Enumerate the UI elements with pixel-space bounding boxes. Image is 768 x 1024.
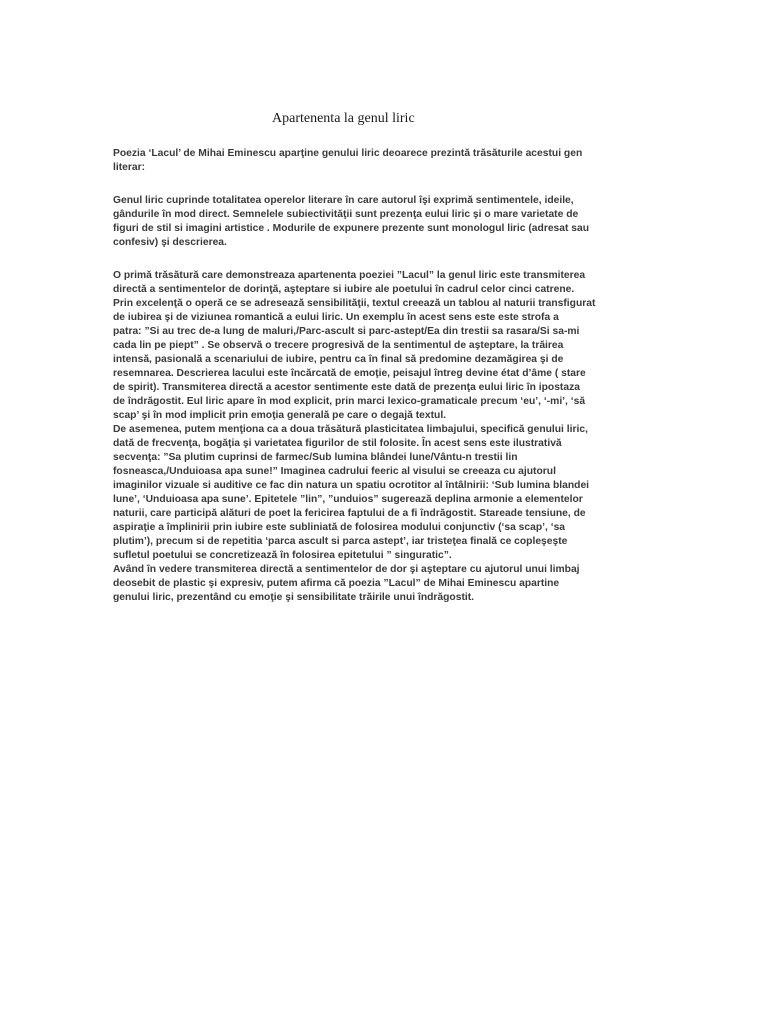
text-line: fosneasca,/Unduioasa apa sune!” Imaginea cadrului feeric al visului se creeaza cu ajutorul bbox=[113, 466, 556, 477]
text-line: lune’, ‘Unduioasa apa sune’. Epitetele ”lin”, ”unduios” sugerează deplina armonie a elementelor bbox=[113, 494, 583, 505]
text-line: de spirit). Transmiterea directă a acestor sentimente este dată de prezenţa eului liric în ipostaza bbox=[113, 382, 580, 393]
text-line: sufletul poetului se concretizează în folosirea epitetului ” singuratic”. bbox=[113, 550, 452, 561]
text-line: cada lin pe piept” . Se observă o trecere progresivă de la sentimentul de aşteptare, la trăirea bbox=[113, 340, 564, 351]
paragraph-definition bbox=[113, 194, 673, 250]
text-line: figuri de stil si imagini artistice . Modurile de expunere prezente sunt monologul liric (adresat sau bbox=[113, 223, 590, 234]
text-line: literar: bbox=[113, 162, 146, 173]
text-line: resemnarea. Descrierea lacului este încărcată de emoţie, peisajul întreg devine état d’âme ( stare bbox=[113, 368, 586, 379]
text-line: Prin excelenţă o operă ce se adresează sensibilităţii, textul creează un tablou al naturii transfigurat bbox=[113, 298, 596, 309]
text-line: naturii, care participă alături de poet la fericirea faptului de a fi îndrăgostit. Stareade tensiune, de bbox=[113, 508, 586, 519]
text-line: plutim’), precum si de repetitia ‘parca ascult si parca astept’, iar tristeţea finală ce copleşeşte bbox=[113, 536, 568, 547]
paragraph-argument bbox=[113, 269, 673, 605]
text-line: Având în vedere transmiterea directă a sentimentelor de dor şi aşteptare cu ajutorul unui limbaj bbox=[113, 564, 580, 575]
text-line: imaginilor vizuale si auditive ce fac din natura un spatiu ocrotitor al întâlnirii: ‘Sub lumina blandei bbox=[113, 480, 590, 491]
text-line: aspiraţie a împlinirii prin iubire este subliniată de folosirea modului conjunctiv (‘sa scap’, ‘sa bbox=[113, 522, 566, 533]
text-line: directă a sentimentelor de dorinţă, aşteptare si iubire ale poetului în cadrul celor cinci catrene. bbox=[113, 284, 575, 295]
paragraph-intro bbox=[113, 147, 673, 175]
document-body bbox=[113, 147, 673, 605]
text-line: Genul liric cuprinde totalitatea operelor literare în care autorul îşi exprimă sentimentele, ideile, bbox=[113, 195, 574, 206]
text-line: dată de frecvenţa, bogăţia şi varietatea figurilor de stil folosite. În acest sens este ilustrativă bbox=[113, 438, 562, 449]
text-line: de îndrăgostit. Eul liric apare în mod explicit, prin marci lexico-gramaticale precum ‘eu’, ‘-mi’, ‘să bbox=[113, 396, 586, 407]
text-line: genului liric, prezentând cu emoţie şi sensibilitate trăirile unui îndrăgostit. bbox=[113, 592, 475, 603]
text-line: De asemenea, putem menţiona ca a doua trăsătură plasticitatea limbajului, specifică genului liric, bbox=[113, 424, 588, 435]
text-line: Poezia ‘Lacul’ de Mihai Eminescu aparţine genului liric deoarece prezintă trăsăturile acestui gen bbox=[113, 148, 583, 159]
text-line: secvenţa: ”Sa plutim cuprinsi de farmec/Sub lumina blândei lune/Vântu-n trestii lin bbox=[113, 452, 518, 463]
text-line: scap’ şi în mod implicit prin emoţia generală pe care o degajă textul. bbox=[113, 410, 447, 421]
text-line: deosebit de plastic şi expresiv, putem afirma că poezia ”Lacul” de Mihai Eminescu apartine bbox=[113, 578, 560, 589]
text-line: intensă, pasională a scenariului de iubire, pentru ca în final să predomine dezamăgirea şi de bbox=[113, 354, 564, 365]
text-line: de iubirea şi de viziunea romantică a eului liric. Un exemplu în acest sens este este strofa a bbox=[113, 312, 559, 323]
text-line: patra: ”Si au trec de-a lung de maluri,/Parc-ascult si parc-astept/Ea din trestii sa rasara/Si sa-mi bbox=[113, 326, 580, 337]
text-line: O primă trăsătură care demonstreaza apartenenta poeziei ”Lacul” la genul liric este transmiterea bbox=[113, 270, 586, 281]
document-title: Apartenenta la genul liric bbox=[272, 111, 415, 126]
text-line: confesiv) şi descrierea. bbox=[113, 237, 227, 248]
text-line: gândurile în mod direct. Semnelele subiectivităţii sunt prezenţa eului liric şi o mare varietate de bbox=[113, 209, 579, 220]
